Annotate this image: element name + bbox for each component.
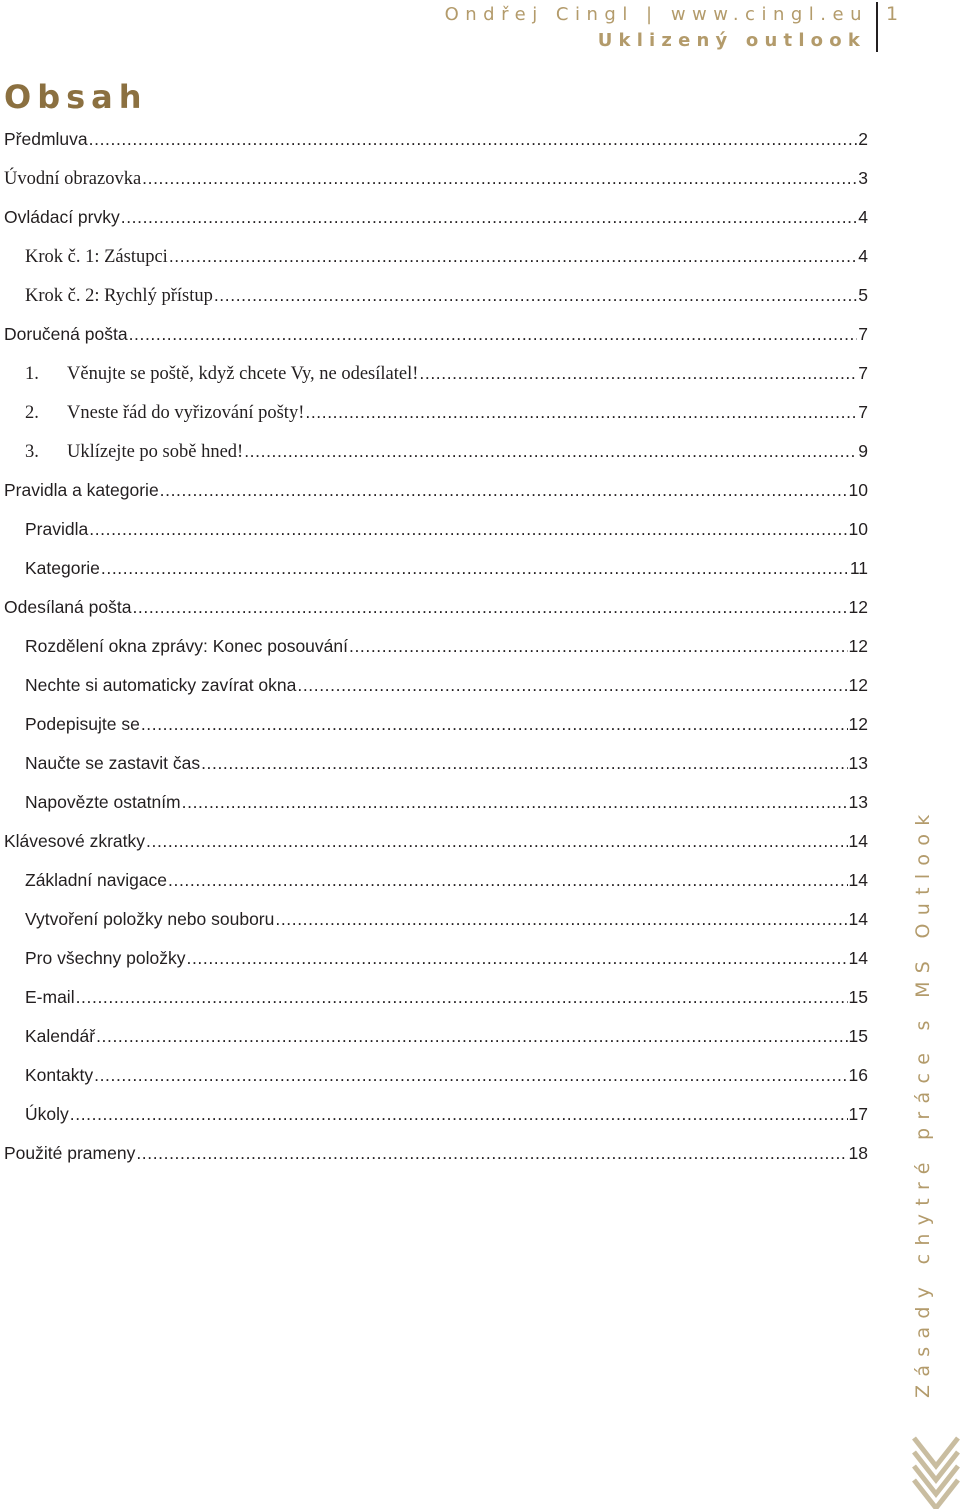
toc-entry[interactable] xyxy=(0,237,870,276)
toc-entry-label: Kalendář xyxy=(25,1026,96,1046)
toc-entry-label: Pravidla a kategorie xyxy=(4,480,159,500)
sidebar-vertical-title: Zásady chytré práce s MS Outlook xyxy=(912,806,934,1398)
toc-page-number: 4 xyxy=(858,246,868,266)
toc-dot-leader xyxy=(101,549,849,588)
toc-entry[interactable] xyxy=(0,549,870,588)
toc-entry-label: Kontakty xyxy=(25,1065,94,1085)
toc-entry-label: Krok č. 1: Zástupci xyxy=(25,247,168,267)
toc-dot-leader xyxy=(96,1017,847,1056)
toc-dot-leader xyxy=(168,861,847,900)
toc-entry[interactable] xyxy=(0,900,870,939)
toc-page-number: 7 xyxy=(858,324,868,344)
toc-dot-leader xyxy=(169,237,857,276)
toc-entry-label: E-mail xyxy=(25,987,75,1007)
toc-entry-label: Podepisujte se xyxy=(25,714,140,734)
document-title: Uklizený outlook xyxy=(597,30,866,51)
toc-dot-leader xyxy=(305,393,857,432)
toc-entry[interactable] xyxy=(0,978,870,1017)
toc-page-number: 14 xyxy=(848,948,868,968)
toc-page-number: 12 xyxy=(848,675,868,695)
toc-page-number: 12 xyxy=(848,597,868,617)
toc-entry[interactable] xyxy=(0,159,870,198)
toc-entry-number: 2. xyxy=(25,403,39,423)
toc-dot-leader xyxy=(70,1095,848,1134)
toc-entry[interactable] xyxy=(0,432,870,471)
toc-page-number: 16 xyxy=(848,1065,868,1085)
toc-page-number: 14 xyxy=(848,870,868,890)
toc-entry-label: Předmluva xyxy=(4,129,88,149)
toc-dot-leader xyxy=(89,510,847,549)
toc-dot-leader xyxy=(136,1134,847,1173)
toc-page-number: 5 xyxy=(858,285,868,305)
toc-entry-label: Úvodní obrazovka xyxy=(4,169,142,189)
toc-page-number: 10 xyxy=(848,480,868,500)
toc-dot-leader xyxy=(142,159,857,198)
toc-entry-label: Krok č. 2: Rychlý přístup xyxy=(25,286,213,306)
toc-entry[interactable] xyxy=(0,120,870,159)
chevron-mark-icon xyxy=(908,1436,960,1509)
toc-entry[interactable] xyxy=(0,627,870,666)
toc-entry[interactable] xyxy=(0,198,870,237)
toc-entry-label: Vneste řád do vyřizování pošty! xyxy=(67,403,305,423)
toc-entry-label: Ovládací prvky xyxy=(4,207,120,227)
toc-entry-label: Pro všechny položky xyxy=(25,948,186,968)
toc-entry-label: Základní navigace xyxy=(25,870,168,890)
toc-entry-label: Pravidla xyxy=(25,519,89,539)
toc-entry[interactable] xyxy=(0,510,870,549)
toc-dot-leader xyxy=(141,705,848,744)
author-line: Ondřej Cingl | www.cingl.eu xyxy=(444,4,868,25)
toc-page-number: 7 xyxy=(858,402,868,422)
toc-entry-label: Nechte si automaticky zavírat okna xyxy=(25,675,297,695)
toc-dot-leader xyxy=(349,627,848,666)
toc-dot-leader xyxy=(297,666,847,705)
toc-entry-number: 3. xyxy=(25,442,39,462)
toc-page-number: 17 xyxy=(848,1104,868,1124)
toc-page-number: 13 xyxy=(848,753,868,773)
toc-page-number: 14 xyxy=(848,831,868,851)
toc-dot-leader xyxy=(89,120,858,159)
toc-dot-leader xyxy=(129,315,858,354)
table-of-contents xyxy=(0,120,870,1173)
page-header xyxy=(0,0,960,60)
toc-entry-label: Napovězte ostatním xyxy=(25,792,181,812)
toc-dot-leader xyxy=(76,978,848,1017)
toc-entry[interactable] xyxy=(0,354,870,393)
toc-entry[interactable] xyxy=(0,1095,870,1134)
header-divider xyxy=(876,2,878,52)
toc-entry-label: Doručená pošta xyxy=(4,324,128,344)
toc-entry-label: Odesílaná pošta xyxy=(4,597,132,617)
toc-entry[interactable] xyxy=(0,1134,870,1173)
toc-title: Obsah xyxy=(4,78,148,116)
toc-dot-leader xyxy=(419,354,857,393)
toc-page-number: 18 xyxy=(848,1143,868,1163)
toc-entry-label: Klávesové zkratky xyxy=(4,831,146,851)
toc-entry[interactable] xyxy=(0,1056,870,1095)
toc-entry[interactable] xyxy=(0,393,870,432)
toc-dot-leader xyxy=(187,939,848,978)
toc-entry-label: Vytvoření položky nebo souboru xyxy=(25,909,275,929)
toc-entry-label: Uklízejte po sobě hned! xyxy=(67,442,244,462)
toc-entry-label: Naučte se zastavit čas xyxy=(25,753,201,773)
toc-entry[interactable] xyxy=(0,822,870,861)
toc-dot-leader xyxy=(121,198,858,237)
toc-entry[interactable] xyxy=(0,315,870,354)
toc-entry-number: 1. xyxy=(25,364,39,384)
toc-entry[interactable] xyxy=(0,783,870,822)
toc-entry[interactable] xyxy=(0,276,870,315)
toc-dot-leader xyxy=(244,432,857,471)
toc-page-number: 10 xyxy=(848,519,868,539)
toc-entry[interactable] xyxy=(0,744,870,783)
toc-dot-leader xyxy=(201,744,847,783)
toc-page-number: 13 xyxy=(848,792,868,812)
toc-entry-label: Úkoly xyxy=(25,1104,69,1124)
toc-page-number: 11 xyxy=(849,558,868,578)
toc-page-number: 14 xyxy=(848,909,868,929)
toc-dot-leader xyxy=(182,783,848,822)
toc-page-number: 2 xyxy=(858,129,868,149)
toc-page-number: 4 xyxy=(858,207,868,227)
toc-dot-leader xyxy=(146,822,848,861)
toc-entry[interactable] xyxy=(0,471,870,510)
toc-dot-leader xyxy=(132,588,847,627)
toc-entry[interactable] xyxy=(0,861,870,900)
toc-entry[interactable] xyxy=(0,1017,870,1056)
toc-dot-leader xyxy=(94,1056,847,1095)
toc-page-number: 12 xyxy=(848,714,868,734)
toc-entry-label: Rozdělení okna zprávy: Konec posouvání xyxy=(25,636,348,656)
toc-dot-leader xyxy=(160,471,848,510)
toc-entry[interactable] xyxy=(0,588,870,627)
toc-page-number: 15 xyxy=(848,1026,868,1046)
toc-page-number: 9 xyxy=(858,441,868,461)
toc-page-number: 7 xyxy=(858,363,868,383)
toc-dot-leader xyxy=(214,276,857,315)
toc-entry[interactable] xyxy=(0,705,870,744)
toc-entry-label: Použité prameny xyxy=(4,1143,136,1163)
toc-page-number: 12 xyxy=(848,636,868,656)
toc-entry-label: Kategorie xyxy=(25,558,100,578)
page-number: 1 xyxy=(886,3,899,25)
toc-dot-leader xyxy=(275,900,847,939)
toc-entry[interactable] xyxy=(0,666,870,705)
toc-page-number: 15 xyxy=(848,987,868,1007)
toc-entry[interactable] xyxy=(0,939,870,978)
toc-page-number: 3 xyxy=(858,168,868,188)
toc-entry-label: Věnujte se poště, když chcete Vy, ne odesílatel! xyxy=(67,364,419,384)
